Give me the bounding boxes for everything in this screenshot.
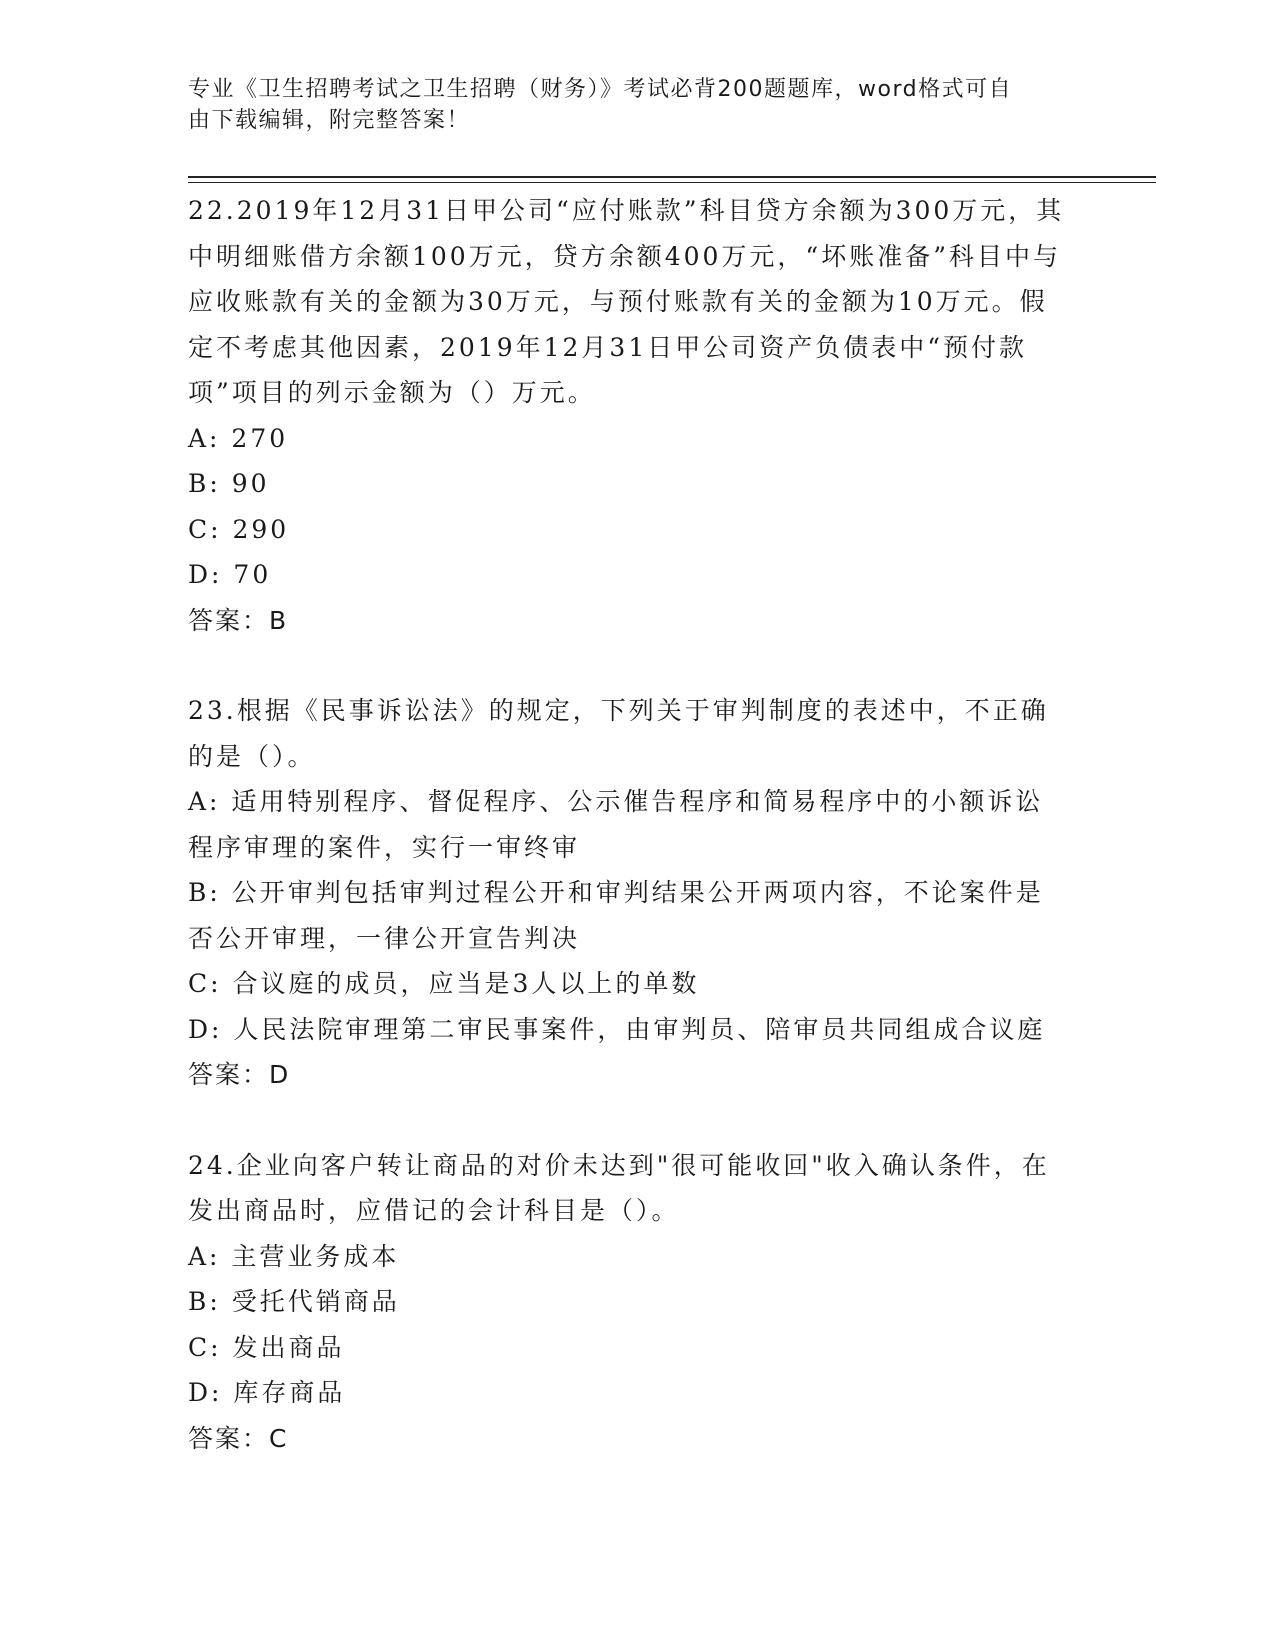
option-a: A: 270: [188, 423, 289, 453]
option-c: C: 合议庭的成员，应当是3人以上的单数: [188, 969, 700, 998]
option-c: C: 290: [188, 514, 290, 544]
document-header: [188, 74, 1068, 136]
header-title-line-2: 由下载编辑，附完整答案！: [188, 108, 471, 133]
option-a: A: 适用特别程序、督促程序、公示催告程序和简易程序中的小额诉讼程序审理的案件，实行一审终审: [188, 787, 1044, 862]
header-title-line-1: 专业《卫生招聘考试之卫生招聘（财务）》考试必背200题题库，word格式可自: [188, 77, 1013, 102]
option-d: D: 库存商品: [188, 1378, 346, 1407]
option-a: A: 主营业务成本: [188, 1241, 400, 1271]
header-rule-thick: [188, 176, 1156, 178]
header-rule-thin: [188, 182, 1156, 183]
answer-line: 答案：B: [188, 605, 289, 635]
question-list: [188, 188, 1068, 1506]
question-22: [188, 188, 1068, 643]
question-24: [188, 1143, 1068, 1462]
answer-line: 答案：C: [188, 1423, 289, 1453]
question-23: [188, 688, 1068, 1098]
option-d: D: 人民法院审理第二审民事案件，由审判员、陪审员共同组成合议庭: [188, 1014, 1046, 1044]
question-stem: 24.企业向客户转让商品的对价未达到"很可能收回"收入确认条件，在发出商品时，应借记的会计科目是（）。: [188, 1150, 1050, 1225]
question-stem: 22.2019年12月31日甲公司“应付账款”科目贷方余额为300万元，其中明细账借方余额100万元，贷方余额400万元，“坏账准备”科目中与应收账款有关的金额为30万元，与预付账款有关的金额为10万元。假定不考虑其他因素，2019年12月31日甲公司资产负债表中“预付款项”项目的列示金额为（）万元。: [188, 196, 1065, 407]
option-b: B: 公开审判包括审判过程公开和审判结果公开两项内容，不论案件是否公开审理，一律公开宣告判决: [188, 878, 1044, 953]
option-d: D: 70: [188, 560, 272, 589]
question-stem: 23.根据《民事诉讼法》的规定，下列关于审判制度的表述中，不正确的是（）。: [188, 696, 1049, 771]
option-b: B: 受托代销商品: [188, 1287, 400, 1316]
answer-line: 答案：D: [188, 1060, 291, 1089]
option-c: C: 发出商品: [188, 1332, 345, 1362]
option-b: B: 90: [188, 469, 270, 498]
